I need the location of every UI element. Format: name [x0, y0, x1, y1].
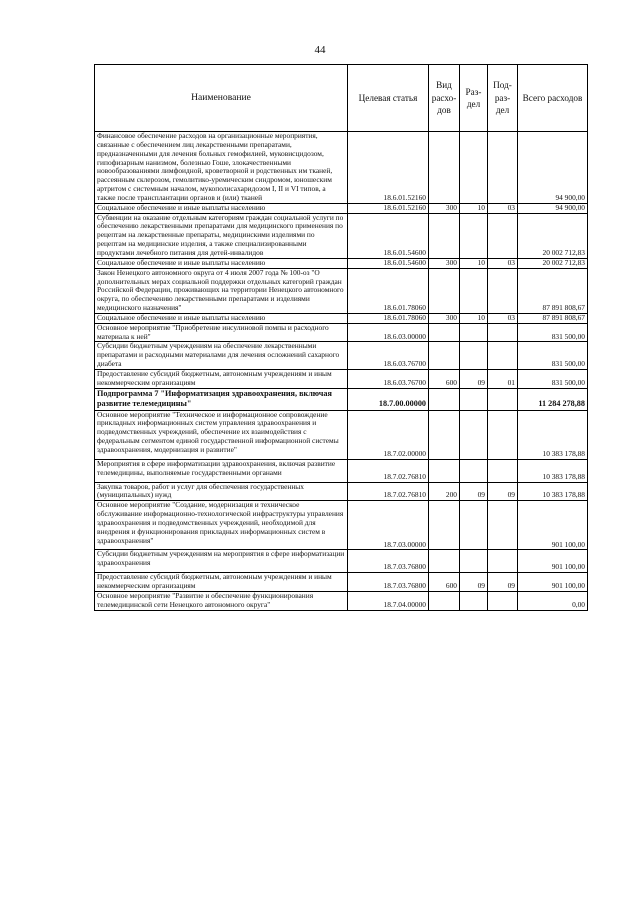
row-expense-type	[429, 323, 460, 342]
row-total: 20 002 712,83	[518, 213, 588, 258]
row-name: Субсидии бюджетным учреждениям на мероприятия в сфере информатизации здравоохранения	[95, 550, 348, 573]
table-body	[95, 132, 588, 611]
table-row	[95, 591, 588, 610]
row-name: Социальное обеспечение и иные выплаты населению	[95, 258, 348, 268]
row-name: Финансовое обеспечение расходов на организационные мероприятия, связанные с обеспечением лиц лекарственными препаратами, предназначенными для лечения больных гемофилией, муковисцидозом, гипофизарным нанизмом, болезнью Гоше, злокачественными новообразованиями лимфоидной, кроветворной и родственных им тканей, рассеянным склерозом, гемолитико-уремическим синдромом, юношеским артритом с системным началом, мукополисахаридозом I, II и VI типов, а также после трансплантации органов и (или) тканей	[95, 132, 348, 204]
row-name: Основное мероприятие "Приобретение инсулиновой помпы и расходного материала к ней"	[95, 323, 348, 342]
row-subsection: 03	[488, 313, 518, 323]
row-target-article: 18.6.01.54600	[348, 213, 429, 258]
row-expense-type: 200	[429, 482, 460, 501]
row-total: 10 383 178,88	[518, 410, 588, 459]
row-total: 87 891 808,67	[518, 268, 588, 313]
table-row	[95, 258, 588, 268]
table-row	[95, 482, 588, 501]
row-expense-type	[429, 342, 460, 370]
row-name: Основное мероприятие "Создание, модернизация и техническое обслуживание информационно-технологической инфраструктуры управления здравоохранения и подведомственных учреждений, необходимой для внедрения и функционирования прикладных информационных систем в здравоохранения"	[95, 501, 348, 550]
table-row	[95, 213, 588, 258]
row-subsection: 03	[488, 258, 518, 268]
header-name: Наименование	[95, 65, 348, 132]
row-expense-type: 300	[429, 313, 460, 323]
row-target-article: 18.6.01.52160	[348, 132, 429, 204]
row-name: Закупка товаров, работ и услуг для обеспечения государственных (муниципальных) нужд	[95, 482, 348, 501]
budget-table	[94, 64, 588, 611]
table-row	[95, 410, 588, 459]
row-total: 20 002 712,83	[518, 258, 588, 268]
header-subsection: Под-раз-дел	[488, 65, 518, 132]
header-total: Всего расходов	[518, 65, 588, 132]
row-target-article: 18.6.01.78060	[348, 268, 429, 313]
row-target-article: 18.6.01.52160	[348, 203, 429, 213]
row-subsection: 09	[488, 573, 518, 592]
row-subsection	[488, 550, 518, 573]
row-total: 831 500,00	[518, 369, 588, 388]
row-name: Основное мероприятие "Развитие и обеспечение функционирования телемедицинской сети Ненецкого автономного округа"	[95, 591, 348, 610]
row-expense-type	[429, 591, 460, 610]
row-section	[460, 591, 488, 610]
row-subsection	[488, 342, 518, 370]
row-expense-type	[429, 213, 460, 258]
row-section	[460, 213, 488, 258]
row-section: 10	[460, 203, 488, 213]
row-target-article: 18.6.03.76700	[348, 342, 429, 370]
row-name: Предоставление субсидий бюджетным, автономным учреждениям и иным некоммерческим организациям	[95, 573, 348, 592]
row-subsection	[488, 501, 518, 550]
table-row	[95, 132, 588, 204]
row-subsection	[488, 459, 518, 482]
row-subsection	[488, 388, 518, 410]
row-section: 09	[460, 573, 488, 592]
row-section: 10	[460, 313, 488, 323]
row-total: 831 500,00	[518, 342, 588, 370]
row-total: 831 500,00	[518, 323, 588, 342]
row-section	[460, 550, 488, 573]
row-section: 10	[460, 258, 488, 268]
row-expense-type	[429, 410, 460, 459]
page-number: 44	[314, 44, 326, 56]
row-total: 10 383 178,88	[518, 459, 588, 482]
row-total: 11 284 278,88	[518, 388, 588, 410]
row-section	[460, 268, 488, 313]
row-expense-type: 300	[429, 258, 460, 268]
row-name: Мероприятия в сфере информатизации здравоохранения, включая развитие телемедицины, выполняемые государственными органами	[95, 459, 348, 482]
table-row	[95, 388, 588, 410]
row-total: 901 100,00	[518, 573, 588, 592]
row-subsection: 03	[488, 203, 518, 213]
row-expense-type	[429, 550, 460, 573]
row-section	[460, 501, 488, 550]
header-expense-type: Вид расхо-дов	[429, 65, 460, 132]
row-section	[460, 410, 488, 459]
row-subsection	[488, 591, 518, 610]
header-target-article: Целевая статья	[348, 65, 429, 132]
row-target-article: 18.6.01.78060	[348, 313, 429, 323]
row-name: Социальное обеспечение и иные выплаты населению	[95, 313, 348, 323]
row-subsection: 01	[488, 369, 518, 388]
table-row	[95, 501, 588, 550]
row-name: Подпрограмма 7 "Информатизация здравоохранения, включая развитие телемедицины"	[95, 388, 348, 410]
row-section	[460, 342, 488, 370]
row-target-article: 18.7.03.76800	[348, 550, 429, 573]
header-section: Раз-дел	[460, 65, 488, 132]
row-subsection: 09	[488, 482, 518, 501]
row-total: 94 900,00	[518, 132, 588, 204]
table-row	[95, 573, 588, 592]
row-target-article: 18.7.03.76800	[348, 573, 429, 592]
table-row	[95, 323, 588, 342]
row-subsection	[488, 132, 518, 204]
row-target-article: 18.7.02.76810	[348, 459, 429, 482]
row-name: Субсидии бюджетным учреждениям на обеспечение лекарственными препаратами и расходными материалами для лечения осложнений сахарного диабета	[95, 342, 348, 370]
table-row	[95, 268, 588, 313]
row-section	[460, 132, 488, 204]
row-subsection	[488, 268, 518, 313]
row-expense-type	[429, 132, 460, 204]
row-target-article: 18.6.03.00000	[348, 323, 429, 342]
row-section	[460, 459, 488, 482]
table-row	[95, 203, 588, 213]
row-expense-type	[429, 459, 460, 482]
row-name: Закон Ненецкого автономного округа от 4 июля 2007 года № 100-оз "О дополнительных мерах социальной поддержки отдельных категорий граждан Российской Федерации, проживающих на территории Ненецкого автономного округа, по обеспечению лекарственными препаратами и изделиями медицинского назначения"	[95, 268, 348, 313]
row-target-article: 18.7.02.00000	[348, 410, 429, 459]
row-total: 901 100,00	[518, 501, 588, 550]
table-header-row	[95, 65, 588, 132]
row-target-article: 18.6.01.54600	[348, 258, 429, 268]
row-section: 09	[460, 482, 488, 501]
row-name: Социальное обеспечение и иные выплаты населению	[95, 203, 348, 213]
row-expense-type: 300	[429, 203, 460, 213]
row-expense-type	[429, 388, 460, 410]
row-section	[460, 323, 488, 342]
row-total: 10 383 178,88	[518, 482, 588, 501]
row-expense-type: 600	[429, 573, 460, 592]
row-expense-type	[429, 268, 460, 313]
row-subsection	[488, 410, 518, 459]
row-subsection	[488, 323, 518, 342]
table-row	[95, 459, 588, 482]
row-section: 09	[460, 369, 488, 388]
row-total: 87 891 808,67	[518, 313, 588, 323]
row-subsection	[488, 213, 518, 258]
table-row	[95, 342, 588, 370]
table-row	[95, 313, 588, 323]
row-section	[460, 388, 488, 410]
row-total: 94 900,00	[518, 203, 588, 213]
table-row	[95, 550, 588, 573]
row-name: Основное мероприятие "Техническое и информационное сопровождение прикладных информационных систем управления здравоохранения и подведомственных учреждений, обеспечение их взаимодействия с федеральным сегментом единой государственной информационной системы здравоохранения, модернизация и развитие"	[95, 410, 348, 459]
row-name: Предоставление субсидий бюджетным, автономным учреждениям и иным некоммерческим организациям	[95, 369, 348, 388]
row-total: 901 100,00	[518, 550, 588, 573]
row-target-article: 18.7.02.76810	[348, 482, 429, 501]
row-target-article: 18.7.04.00000	[348, 591, 429, 610]
table-row	[95, 369, 588, 388]
row-expense-type: 600	[429, 369, 460, 388]
row-name: Субвенции на оказание отдельным категориям граждан социальной услуги по обеспечению лекарственными препаратами для медицинского применения по рецептам на лекарственные препараты, медицинскими изделиями по рецептам на медицинские изделия, а также специализированными продуктами лечебного питания для детей-инвалидов	[95, 213, 348, 258]
row-target-article: 18.6.03.76700	[348, 369, 429, 388]
row-expense-type	[429, 501, 460, 550]
row-target-article: 18.7.03.00000	[348, 501, 429, 550]
row-target-article: 18.7.00.00000	[348, 388, 429, 410]
row-total: 0,00	[518, 591, 588, 610]
